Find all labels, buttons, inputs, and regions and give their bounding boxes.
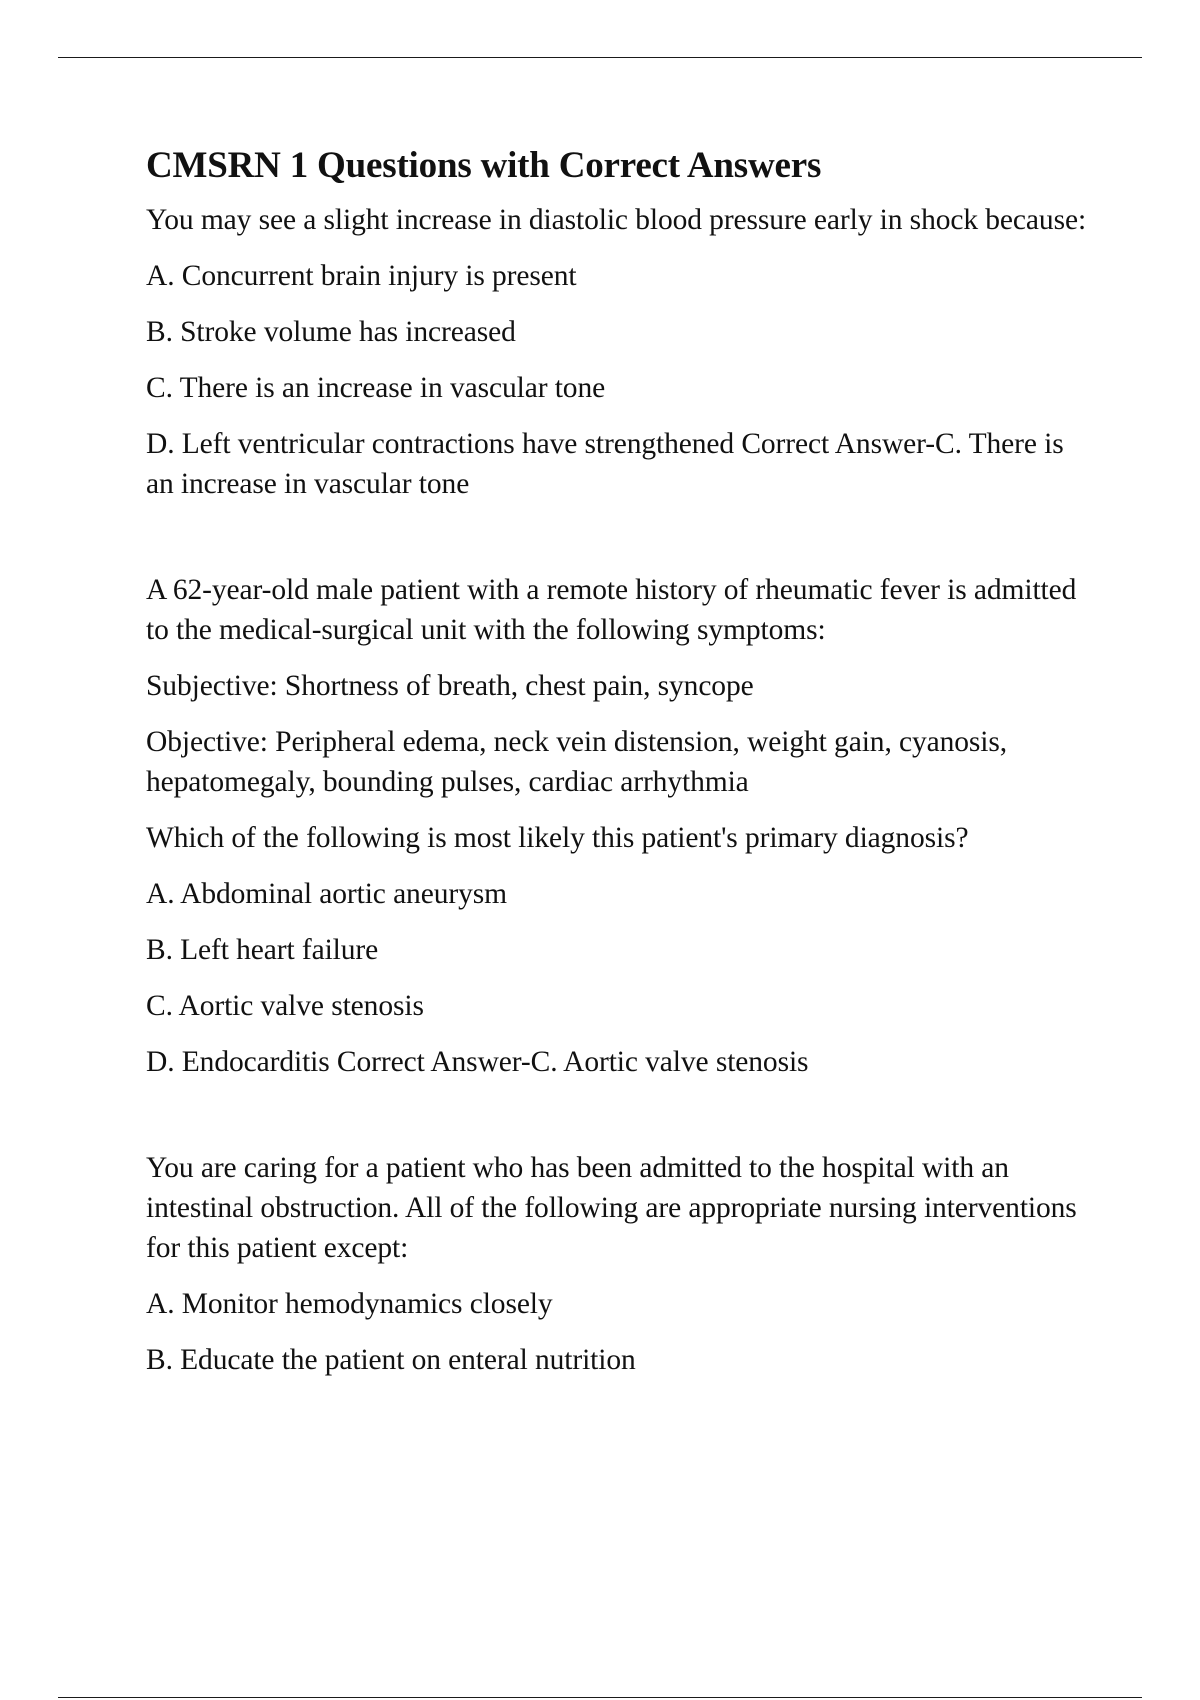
- question-block-3: [146, 1148, 1096, 1380]
- answer-option-d-with-correct-answer: D. Left ventricular contractions have strengthened Correct Answer-C. There is an increase in vascular tone: [146, 428, 1064, 500]
- answer-option-c: C. There is an increase in vascular tone: [146, 372, 606, 404]
- page-title: CMSRN 1 Questions with Correct Answers: [146, 145, 822, 186]
- answer-option-d-with-correct-answer: D. Endocarditis Correct Answer-C. Aortic valve stenosis: [146, 1046, 809, 1078]
- objective-findings: Objective: Peripheral edema, neck vein distension, weight gain, cyanosis, hepatomegaly, bounding pulses, cardiac arrhythmia: [146, 726, 1008, 798]
- answer-option-a: A. Abdominal aortic aneurysm: [146, 878, 507, 910]
- footer-rule: [58, 1697, 1142, 1698]
- question-stem: A 62-year-old male patient with a remote history of rheumatic fever is admitted to the medical-surgical unit with the following symptoms:: [146, 574, 1077, 646]
- subjective-findings: Subjective: Shortness of breath, chest pain, syncope: [146, 670, 754, 702]
- document-body: [146, 142, 1096, 1396]
- question-stem: You may see a slight increase in diastolic blood pressure early in shock because:: [146, 204, 1087, 236]
- answer-option-a: A. Monitor hemodynamics closely: [146, 1288, 553, 1320]
- answer-option-c: C. Aortic valve stenosis: [146, 990, 424, 1022]
- question-block-2: [146, 570, 1096, 1082]
- answer-option-a: A. Concurrent brain injury is present: [146, 260, 577, 292]
- answer-option-b: B. Stroke volume has increased: [146, 316, 516, 348]
- answer-option-b: B. Educate the patient on enteral nutrition: [146, 1344, 636, 1376]
- header-rule: [58, 57, 1142, 58]
- question-spacer: [146, 1098, 1096, 1148]
- question-stem: You are caring for a patient who has been admitted to the hospital with an intestinal obstruction. All of the following are appropriate nursing interventions for this patient except:: [146, 1152, 1077, 1264]
- question-block-1: [146, 200, 1096, 504]
- question-spacer: [146, 520, 1096, 570]
- question-prompt: Which of the following is most likely this patient's primary diagnosis?: [146, 822, 969, 854]
- answer-option-b: B. Left heart failure: [146, 934, 379, 966]
